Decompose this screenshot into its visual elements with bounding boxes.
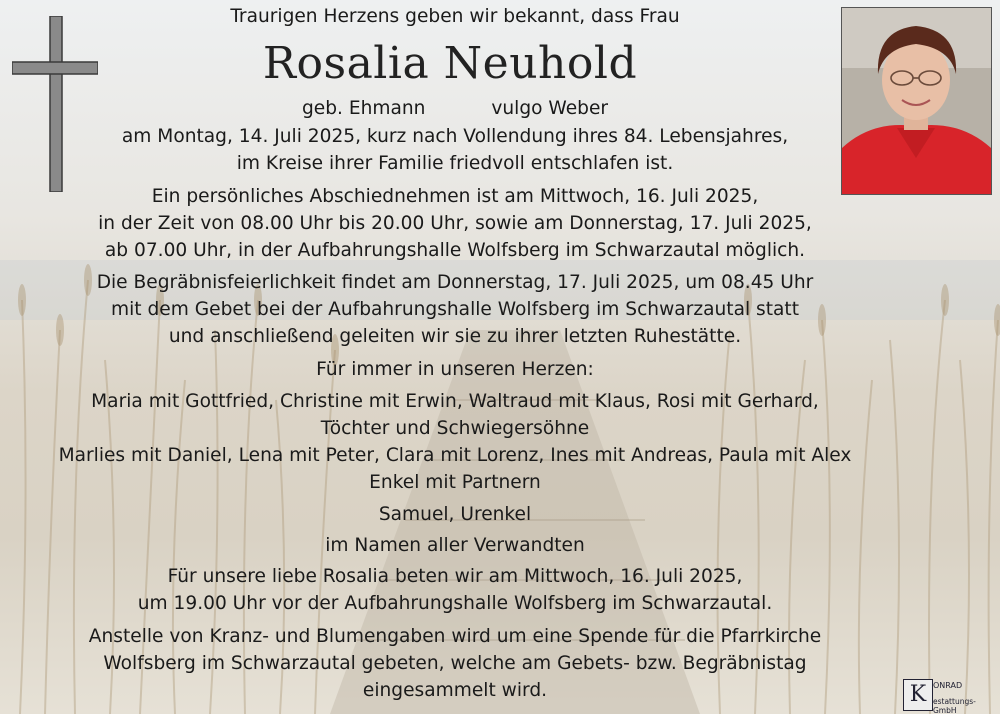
birth-name-line (40, 96, 870, 122)
text-line: Wolfsberg im Schwarzautal gebeten, welche am Gebets- bzw. Begräbnistag (103, 653, 807, 674)
text-line: Töchter und Schwiegersöhne (320, 418, 590, 439)
birth-name: geb. Ehmann (301, 98, 426, 119)
text-line: Maria mit Gottfried, Christine mit Erwin, Waltraud mit Klaus, Rosi mit Gerhard, (91, 391, 819, 412)
deceased-name: Rosalia Neuhold (262, 38, 638, 89)
text-line: Enkel mit Partnern (369, 472, 541, 493)
text-line: eingesammelt wird. (362, 680, 548, 701)
text-line: in der Zeit von 08.00 Uhr bis 20.00 Uhr, sowie am Donnerstag, 17. Juli 2025, (98, 213, 812, 234)
text-line: Marlies mit Daniel, Lena mit Peter, Clara mit Lorenz, Ines mit Andreas, Paula mit Alex (58, 445, 852, 466)
nickname: vulgo Weber (491, 98, 609, 119)
text-line: im Kreise ihrer Familie friedvoll entschlafen ist. (236, 153, 674, 174)
intro-line: Traurigen Herzens geben wir bekannt, dass Frau (230, 6, 680, 27)
text-line: um 19.00 Uhr vor der Aufbahrungshalle Wolfsberg im Schwarzautal. (137, 593, 773, 614)
text-line: ab 07.00 Uhr, in der Aufbahrungshalle Wolfsberg im Schwarzautal möglich. (104, 240, 806, 261)
logo-line-2: estattungs-GmbH (933, 697, 976, 715)
funeral-home-logo (903, 679, 995, 715)
obituary-text (40, 0, 870, 714)
text-line: am Montag, 14. Juli 2025, kurz nach Vollendung ihres 84. Lebensjahres, (121, 126, 789, 147)
logo-letter: K (903, 679, 933, 711)
text-line: Ein persönliches Abschiednehmen ist am Mittwoch, 16. Juli 2025, (151, 186, 759, 207)
text-line: und anschließend geleiten wir sie zu ihrer letzten Ruhestätte. (168, 326, 742, 347)
text-line: mit dem Gebet bei der Aufbahrungshalle Wolfsberg im Schwarzautal statt (111, 299, 799, 320)
text-line: Die Begräbnisfeierlichkeit findet am Donnerstag, 17. Juli 2025, um 08.45 Uhr (96, 272, 814, 293)
text-line: Samuel, Urenkel (378, 504, 532, 525)
text-line: Für unsere liebe Rosalia beten wir am Mittwoch, 16. Juli 2025, (167, 566, 743, 587)
text-line: Anstelle von Kranz- und Blumengaben wird um eine Spende für die Pfarrkirche (88, 626, 822, 647)
text-line: Für immer in unseren Herzen: (316, 359, 594, 380)
logo-line-1: ONRAD (933, 681, 963, 690)
text-line: im Namen aller Verwandten (325, 535, 585, 556)
